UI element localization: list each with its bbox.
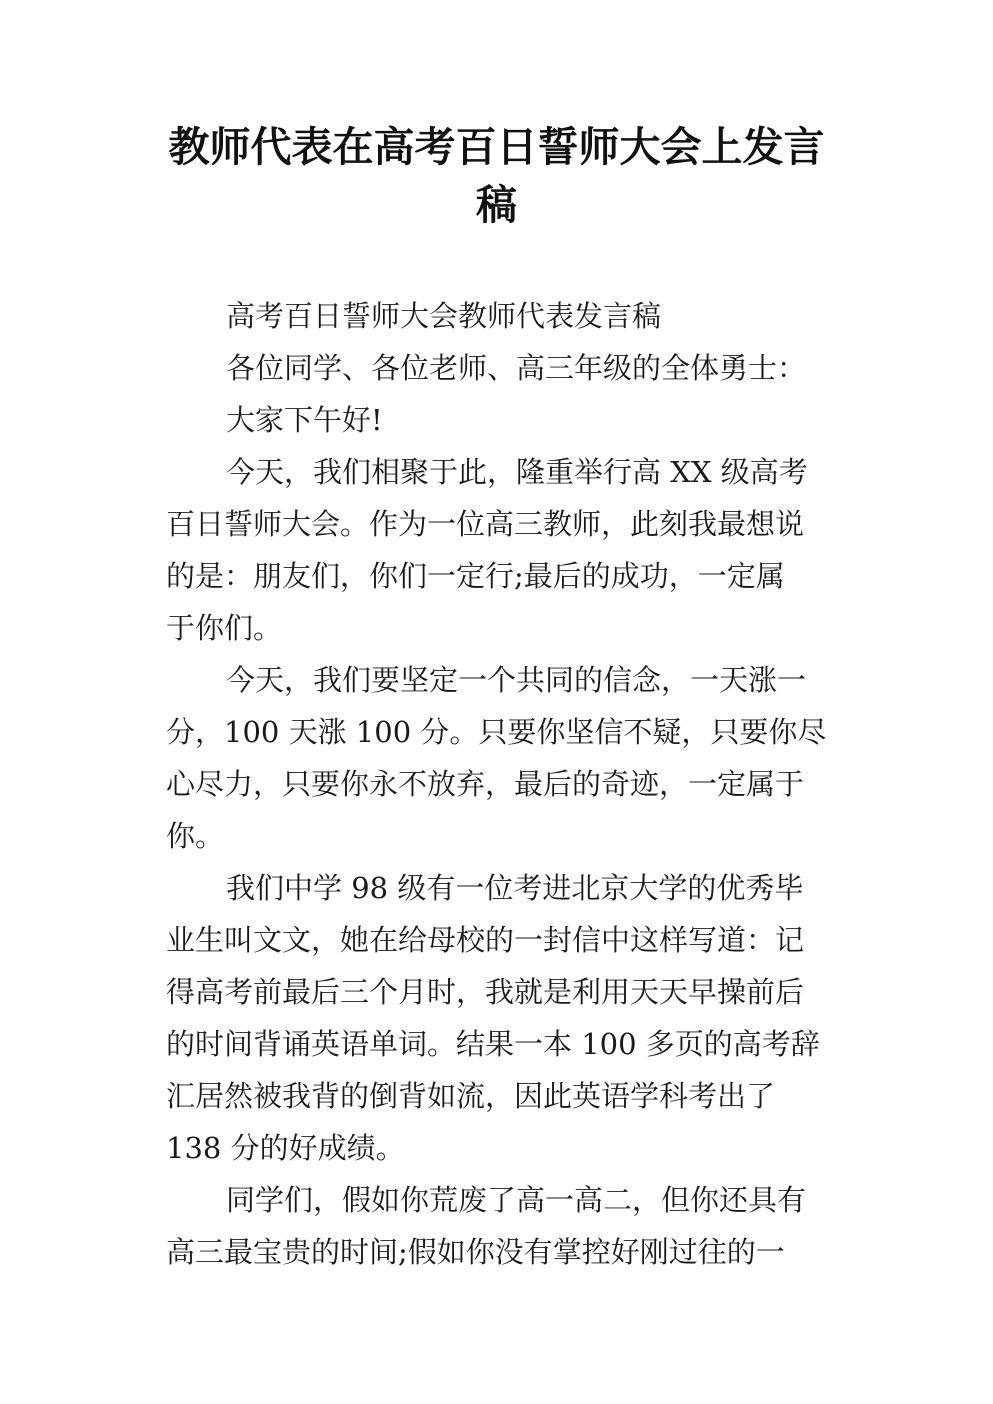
text-line: 138 分的好成绩。 (166, 1131, 405, 1165)
text-line: 汇居然被我背的倒背如流，因此英语学科考出了 (166, 1079, 776, 1113)
text-line: 同学们，假如你荒废了高一高二，但你还具有 (226, 1183, 807, 1217)
paragraph (166, 862, 828, 1174)
text-line: 大家下午好! (226, 403, 383, 437)
paragraph-salutation (166, 342, 828, 394)
text-line: 高考百日誓师大会教师代表发言稿 (226, 299, 662, 333)
text-line: 各位同学、各位老师、高三年级的全体勇士： (226, 351, 807, 385)
paragraph (166, 654, 828, 862)
document-body (166, 290, 828, 1278)
text-line: 的是：朋友们，你们一定行;最后的成功，一定属 (166, 559, 785, 593)
text-line: 得高考前最后三个月时，我就是利用天天早操前后 (166, 975, 805, 1009)
text-line: 今天，我们相聚于此，隆重举行高 XX 级高考 (226, 455, 808, 489)
text-line: 百日誓师大会。作为一位高三教师，此刻我最想说 (166, 507, 805, 541)
paragraph-greeting (166, 394, 828, 446)
paragraph (166, 446, 828, 654)
text-line: 于你们。 (166, 611, 283, 645)
text-line: 你。 (166, 819, 225, 853)
paragraph (166, 1174, 828, 1278)
document-title: 教师代表在高考百日誓师大会上发言稿 (168, 123, 825, 229)
text-line: 业生叫文文，她在给母校的一封信中这样写道：记 (166, 923, 805, 957)
text-line: 分，100 天涨 100 分。只要你坚信不疑，只要你尽 (166, 715, 827, 749)
text-line: 我们中学 98 级有一位考进北京大学的优秀毕 (226, 871, 804, 905)
text-line: 高三最宝贵的时间;假如你没有掌控好刚过往的一 (166, 1235, 785, 1269)
paragraph-heading (166, 290, 828, 342)
text-line: 今天，我们要坚定一个共同的信念，一天涨一 (226, 663, 807, 697)
text-line: 的时间背诵英语单词。结果一本 100 多页的高考辞 (166, 1027, 820, 1061)
text-line: 心尽力，只要你永不放弃，最后的奇迹，一定属于 (166, 767, 805, 801)
